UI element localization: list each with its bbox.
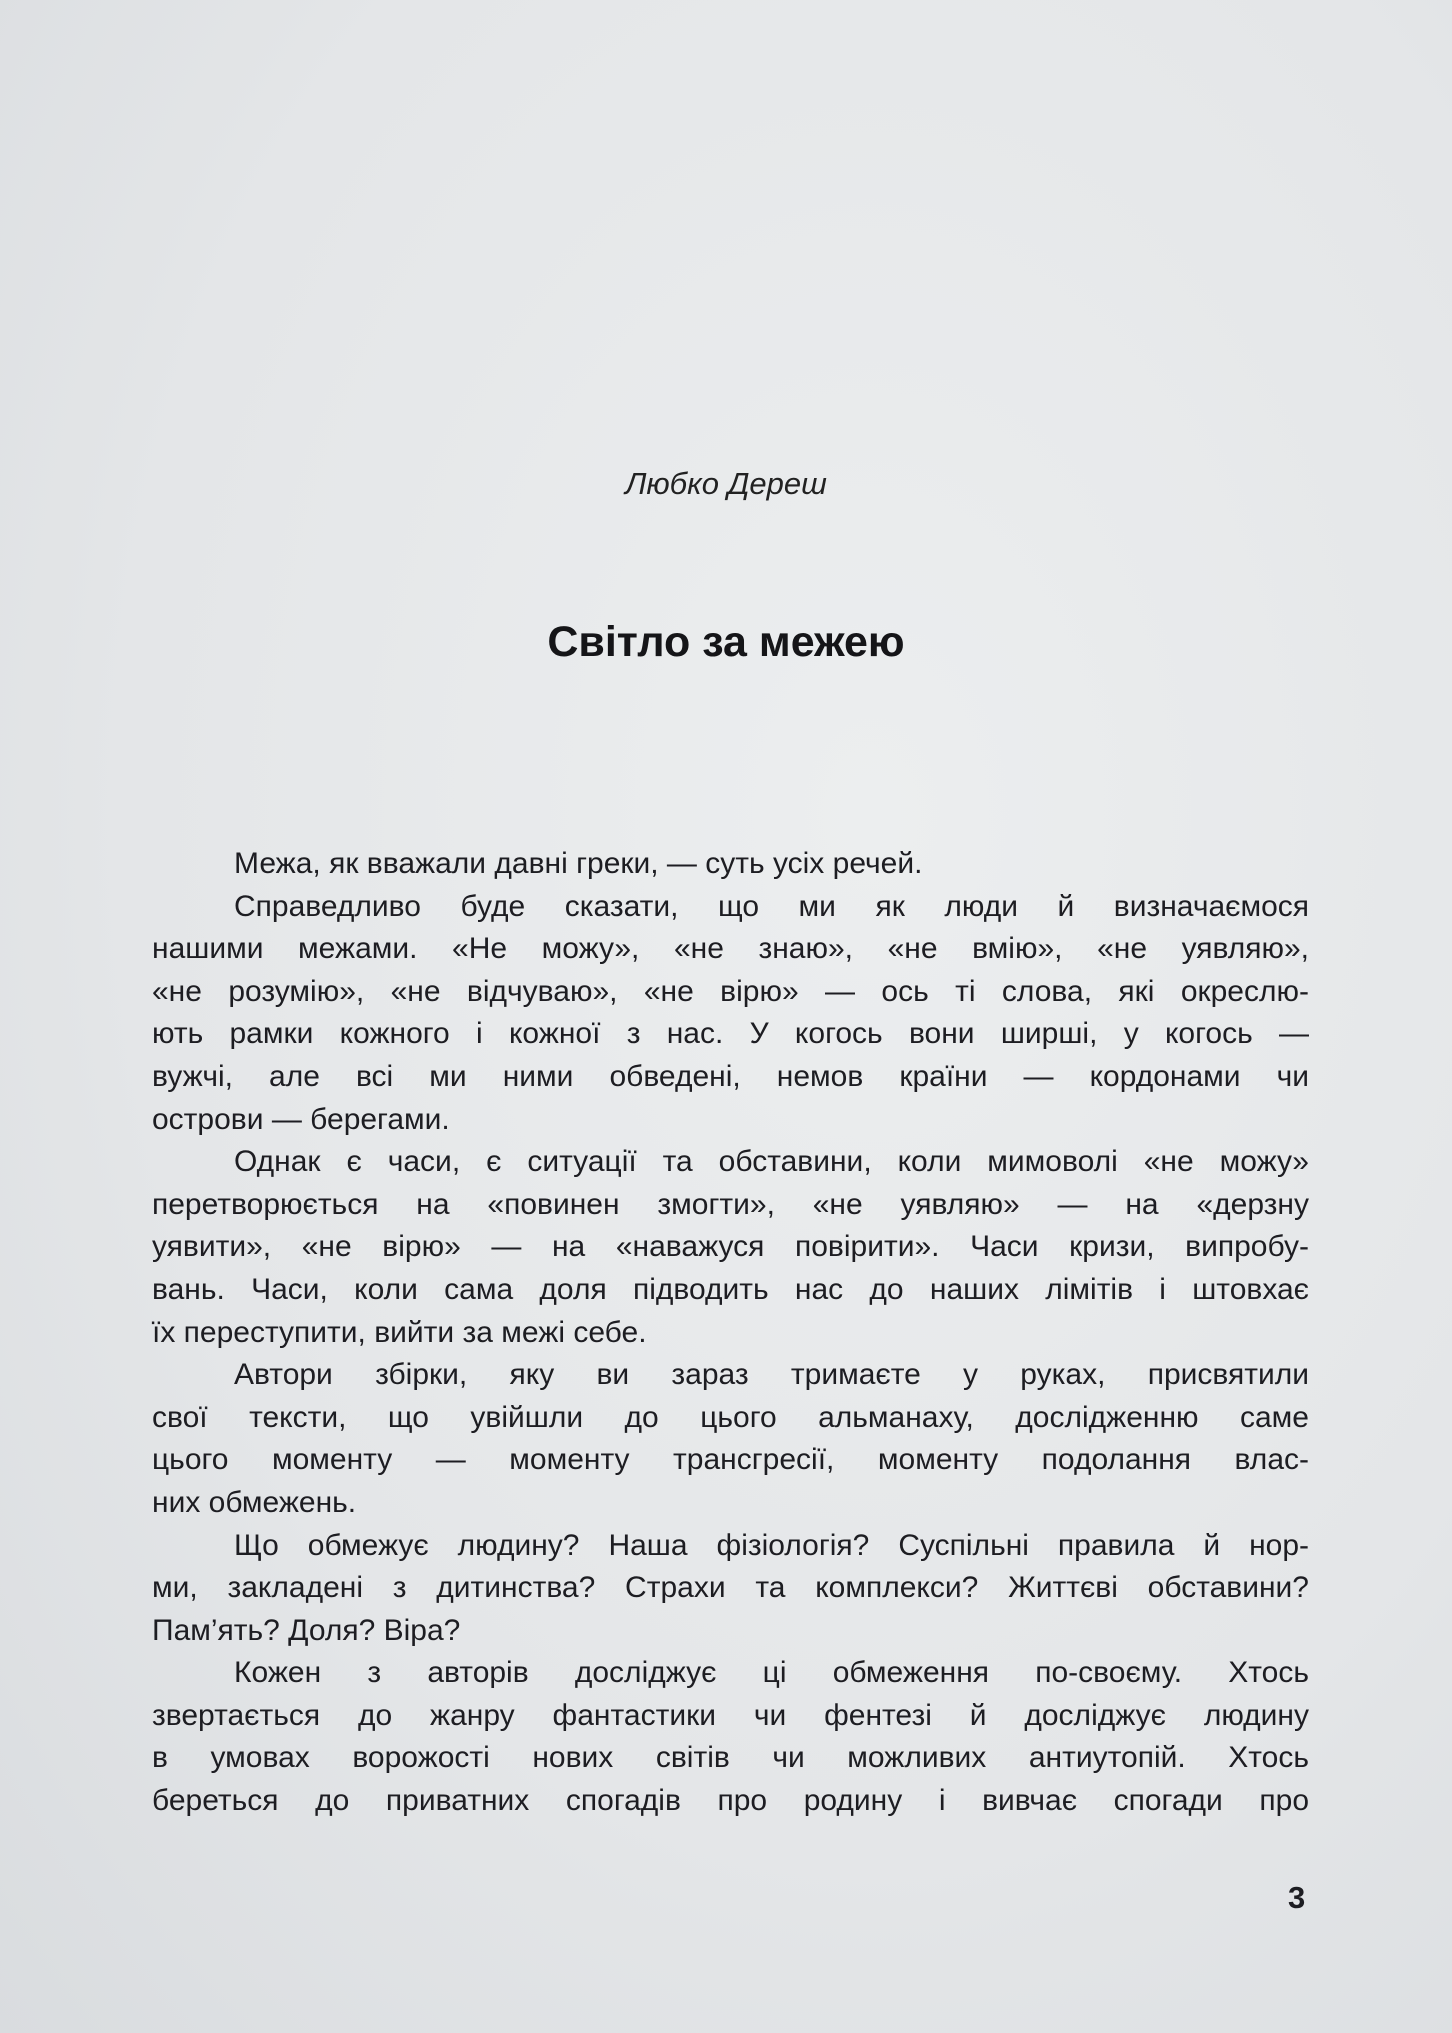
text-line: їх переступити, вийти за межі себе. xyxy=(152,1315,647,1349)
text-line: Справедливо буде сказати, що ми як люди й визначаємося xyxy=(234,889,1309,923)
text-line: нашими межами. «Не можу», «не знаю», «не вмію», «не уявляю», xyxy=(152,932,1309,966)
text-line: перетворюється на «повинен змогти», «не уявляю» — на «дерзну xyxy=(152,1187,1309,1221)
text-line: свої тексти, що увійшли до цього альманаху, дослідженню саме xyxy=(152,1400,1309,1434)
text-line: Автори збірки, яку ви зараз тримаєте у руках, присвятили xyxy=(234,1358,1309,1392)
page-number: 3 xyxy=(1288,1880,1306,1915)
text-line: острови — берегами. xyxy=(152,1102,450,1136)
text-line: Кожен з авторів досліджує ці обмеження по-своєму. Хтось xyxy=(234,1656,1309,1690)
body-text xyxy=(152,843,1309,1823)
text-line: вань. Часи, коли сама доля підводить нас до наших лімітів і штовхає xyxy=(152,1272,1309,1306)
author-name: Любко Дереш xyxy=(625,466,827,501)
text-line: Що обмежує людину? Наша фізіологія? Суспільні правила й нор- xyxy=(234,1528,1309,1562)
text-line: них обмежень. xyxy=(152,1485,357,1519)
text-line: уявити», «не вірю» — на «наважуся повірити». Часи кризи, випробу- xyxy=(152,1230,1309,1264)
text-line: «не розумію», «не відчуваю», «не вірю» — ось ті слова, які окреслю- xyxy=(152,974,1309,1008)
text-line: звертається до жанру фантастики чи фентезі й досліджує людину xyxy=(152,1698,1309,1732)
text-line: Однак є часи, є ситуації та обставини, коли мимоволі «не можу» xyxy=(234,1145,1309,1179)
text-line: вужчі, але всі ми ними обведені, немов країни — кордонами чи xyxy=(152,1059,1309,1093)
text-line: Пам’ять? Доля? Віра? xyxy=(152,1613,461,1647)
chapter-title: Світло за межею xyxy=(547,618,905,666)
text-line: цього моменту — моменту трансгресії, моменту подолання влас- xyxy=(152,1443,1309,1477)
text-line: ють рамки кожного і кожної з нас. У когось вони ширші, у когось — xyxy=(152,1017,1309,1051)
text-line: Межа, як вважали давні греки, — суть усіх речей. xyxy=(234,847,923,880)
text-line: береться до приватних спогадів про родину і вивчає спогади про xyxy=(152,1784,1309,1818)
text-line: ми, закладені з дитинства? Страхи та комплекси? Життєві обставини? xyxy=(152,1571,1309,1605)
text-line: в умовах ворожості нових світів чи можливих антиутопій. Хтось xyxy=(152,1741,1309,1775)
